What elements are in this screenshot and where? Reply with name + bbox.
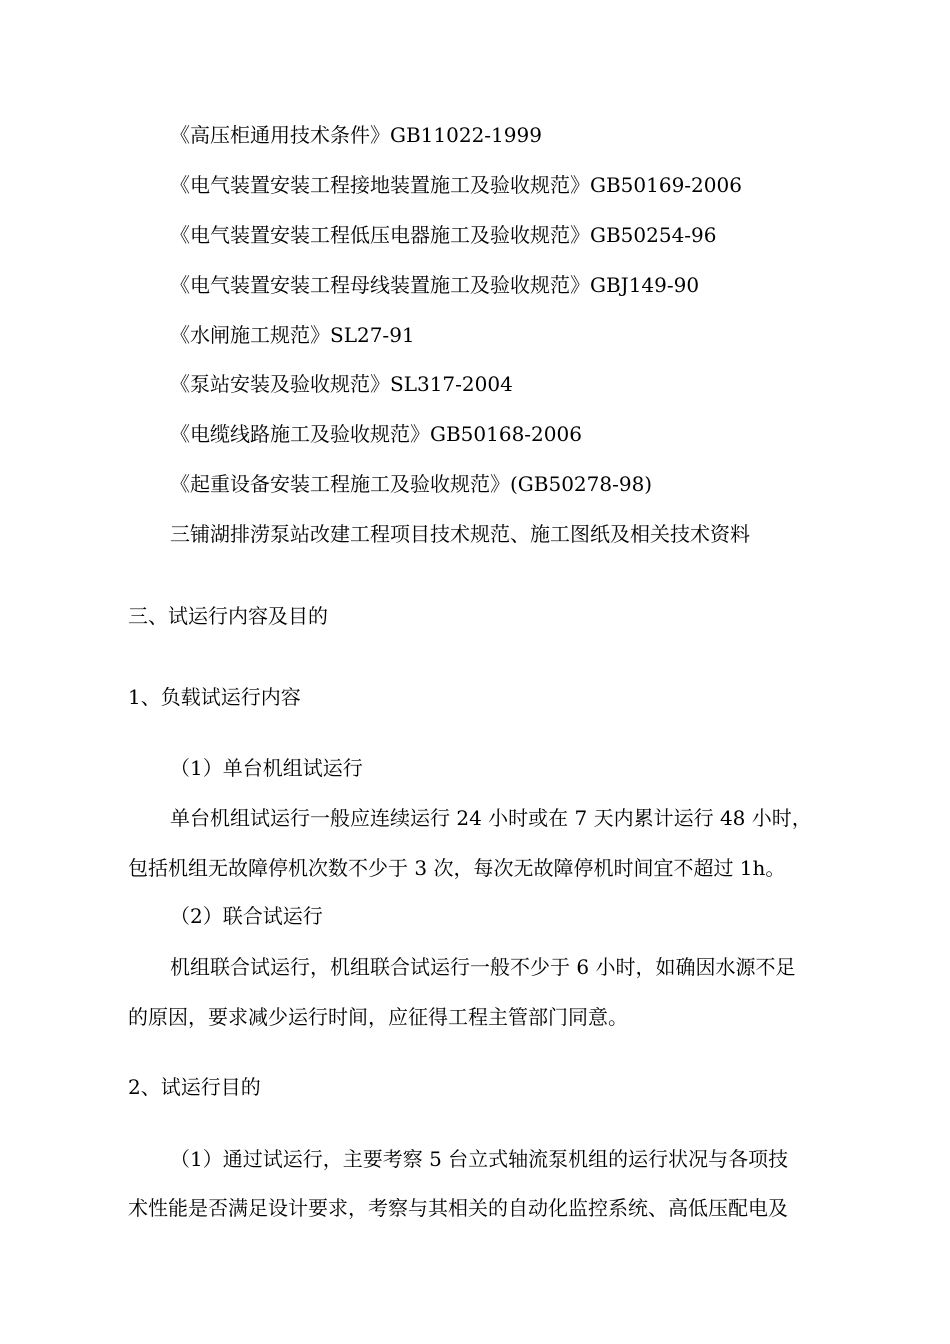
paragraph-line: 的原因，要求减少运行时间，应征得工程主管部门同意。 (128, 1005, 628, 1029)
paragraph-line: （1）通过试运行，主要考察 5 台立式轴流泵机组的运行状况与各项技 (170, 1147, 789, 1171)
paragraph-line: 机组联合试运行，机组联合试运行一般不少于 6 小时，如确因水源不足 (170, 955, 796, 979)
reference-item: 《电气装置安装工程母线装置施工及验收规范》GBJ149-90 (170, 273, 700, 297)
reference-item: 《电缆线路施工及验收规范》GB50168-2006 (170, 422, 582, 446)
reference-item: 《高压柜通用技术条件》GB11022-1999 (170, 123, 542, 147)
reference-item: 《电气装置安装工程低压电器施工及验收规范》GB50254-96 (170, 223, 717, 247)
item-heading: （1）单台机组试运行 (170, 756, 363, 780)
paragraph-line: 单台机组试运行一般应连续运行 24 小时或在 7 天内累计运行 48 小时， (170, 806, 812, 830)
reference-item: 《起重设备安装工程施工及验收规范》(GB50278-98) (170, 472, 653, 496)
reference-item: 《水闸施工规范》SL27-91 (170, 323, 415, 347)
subsection-heading: 1、负载试运行内容 (128, 685, 301, 709)
reference-item: 《电气装置安装工程接地装置施工及验收规范》GB50169-2006 (170, 173, 742, 197)
paragraph-line: 包括机组无故障停机次数不少于 3 次，每次无故障停机时间宜不超过 1h。 (128, 856, 786, 880)
reference-item: 三铺湖排涝泵站改建工程项目技术规范、施工图纸及相关技术资料 (170, 522, 750, 546)
paragraph-line: 术性能是否满足设计要求，考察与其相关的自动化监控系统、高低压配电及 (128, 1196, 788, 1220)
reference-item: 《泵站安装及验收规范》SL317-2004 (170, 372, 513, 396)
section-heading: 三、试运行内容及目的 (128, 604, 328, 628)
item-heading: （2）联合试运行 (170, 904, 323, 928)
subsection-heading: 2、试运行目的 (128, 1075, 261, 1099)
